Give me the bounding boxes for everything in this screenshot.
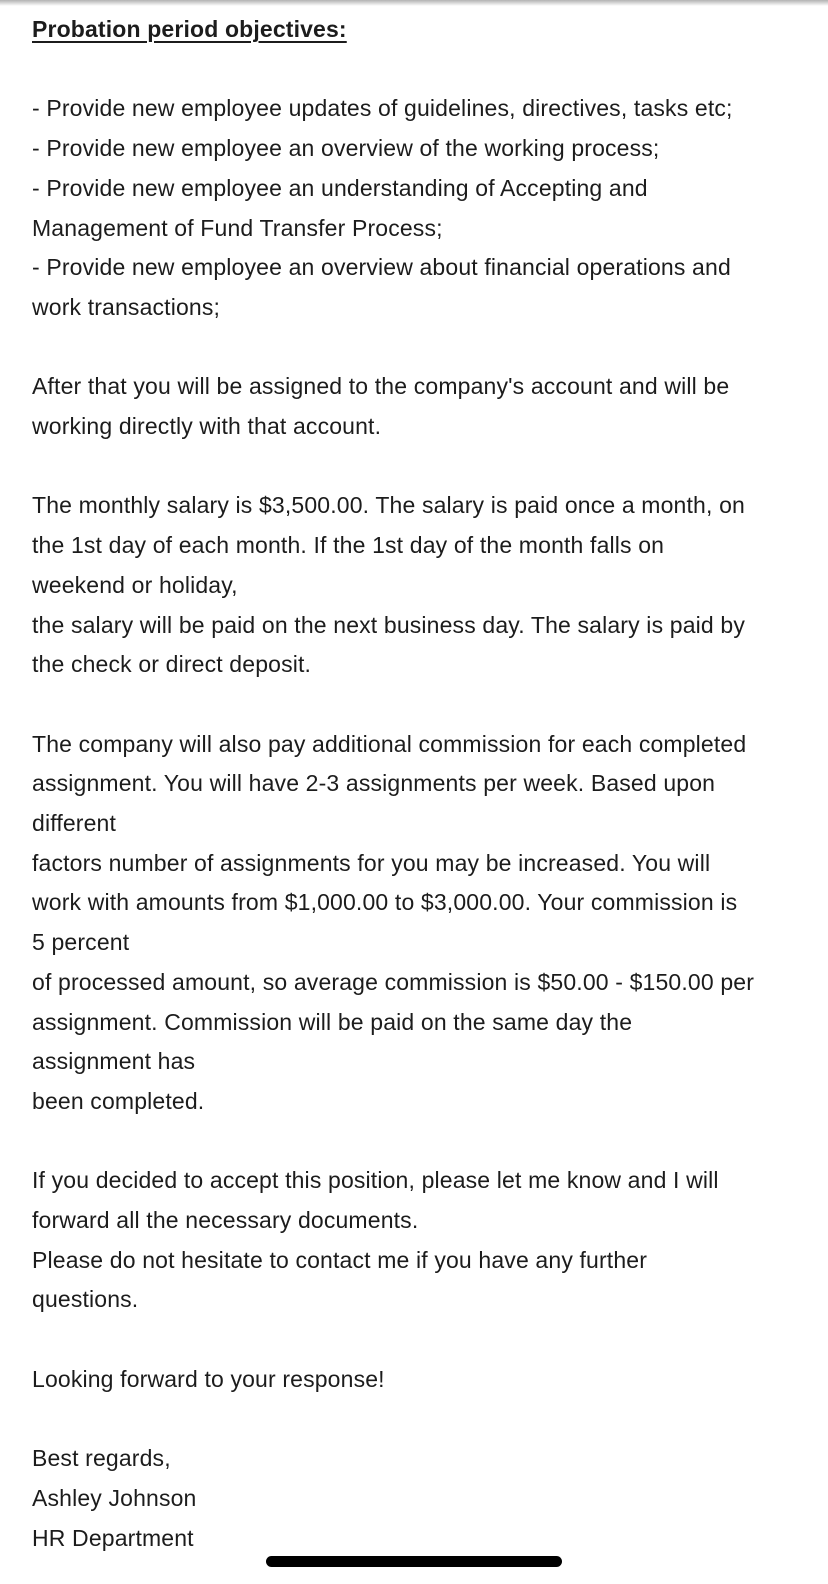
blank-line — [32, 685, 802, 725]
signature-greeting: Best regards, — [32, 1445, 171, 1472]
signature-name: Ashley Johnson — [32, 1484, 197, 1511]
paragraph-line: the 1st day of each month. If the 1st day of the month falls on — [32, 532, 665, 559]
paragraph-line: The company will also pay additional commission for each completed — [32, 730, 747, 757]
paragraph-line: different — [32, 810, 117, 836]
blank-line — [32, 1400, 802, 1440]
commission-paragraph — [32, 725, 802, 1122]
paragraph-line: After that you will be assigned to the company's account and will be — [32, 373, 730, 400]
paragraph-line: If you decided to accept this position, please let me know and I will — [32, 1167, 719, 1194]
email-body — [32, 10, 802, 1558]
closing-line: Looking forward to your response! — [32, 1365, 385, 1392]
accept-paragraph — [32, 1161, 802, 1320]
paragraph-line: the check or direct deposit. — [32, 651, 312, 678]
paragraph-line: been completed. — [32, 1087, 205, 1114]
objective-line: Management of Fund Transfer Process; — [32, 214, 443, 241]
paragraph-line: weekend or holiday, — [32, 571, 238, 598]
blank-line — [32, 447, 802, 487]
objective-line: work transactions; — [32, 293, 221, 320]
section-heading: Probation period objectives: — [32, 16, 347, 42]
signature-block — [32, 1439, 802, 1558]
assignment-paragraph — [32, 367, 802, 446]
paragraph-line: assignment. You will have 2-3 assignments per week. Based upon — [32, 770, 716, 797]
paragraph-line: Please do not hesitate to contact me if you have any further — [32, 1246, 648, 1273]
salary-paragraph — [32, 486, 802, 685]
objective-line: - Provide new employee updates of guidelines, directives, tasks etc; — [32, 95, 733, 122]
objective-line: - Provide new employee an understanding of Accepting and — [32, 174, 648, 201]
top-shadow — [0, 0, 828, 6]
objectives-list — [32, 89, 802, 327]
objective-line: - Provide new employee an overview about financial operations and — [32, 254, 731, 281]
objective-line: - Provide new employee an overview of the working process; — [32, 135, 660, 162]
paragraph-line: forward all the necessary documents. — [32, 1207, 419, 1234]
paragraph-line: work with amounts from $1,000.00 to $3,000.00. Your commission is — [32, 889, 738, 916]
blank-line — [32, 50, 802, 90]
paragraph-line: 5 percent — [32, 929, 130, 956]
paragraph-line: questions. — [32, 1286, 139, 1313]
signature-department: HR Department — [32, 1524, 194, 1551]
paragraph-line: factors number of assignments for you may be increased. You will — [32, 849, 711, 876]
blank-line — [32, 1122, 802, 1162]
paragraph-line: the salary will be paid on the next business day. The salary is paid by — [32, 611, 745, 638]
paragraph-line: assignment has — [32, 1048, 196, 1075]
blank-line — [32, 1320, 802, 1360]
home-indicator[interactable] — [266, 1556, 562, 1567]
paragraph-line: working directly with that account. — [32, 413, 382, 439]
paragraph-line: The monthly salary is $3,500.00. The salary is paid once a month, on — [32, 492, 745, 519]
paragraph-line: of processed amount, so average commission is $50.00 - $150.00 per — [32, 968, 755, 995]
paragraph-line: assignment. Commission will be paid on the same day the — [32, 1008, 633, 1035]
blank-line — [32, 328, 802, 368]
